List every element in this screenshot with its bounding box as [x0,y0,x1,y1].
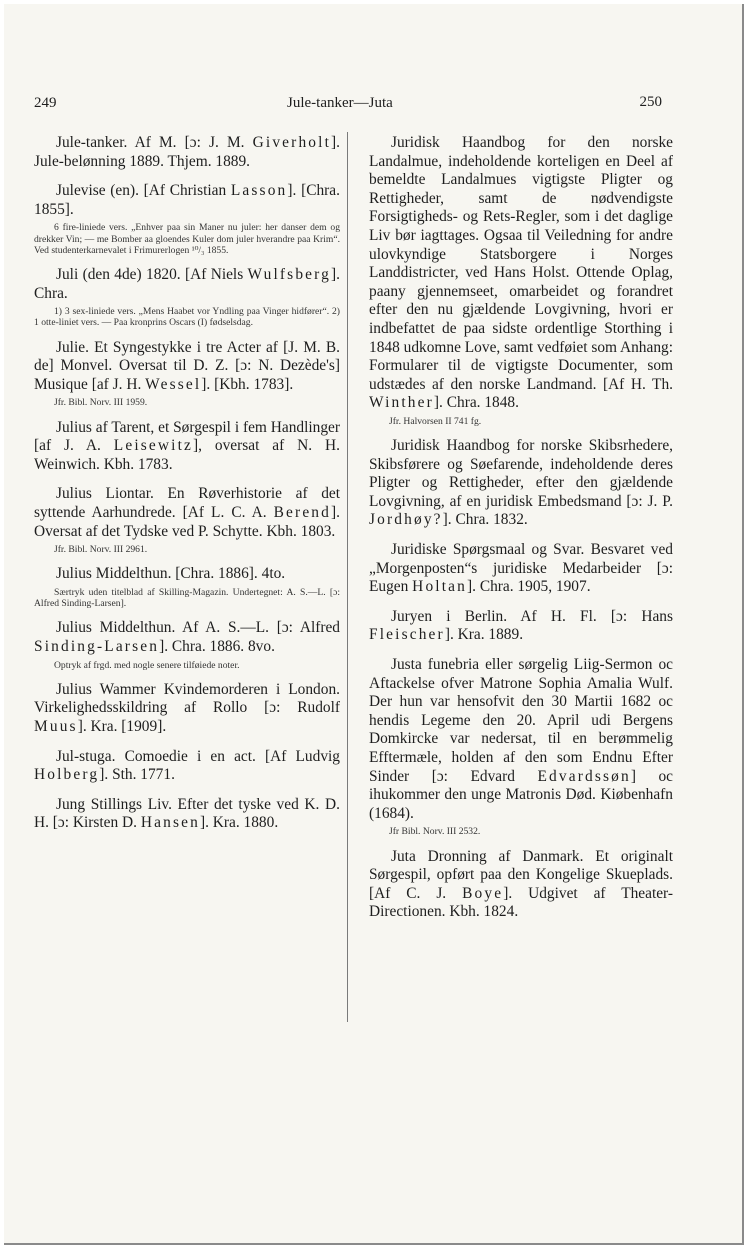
entry-text: ]. [Chra. 1855]. [34,182,340,218]
entry-text: Julius Middelthun. Af A. S.—L. [ɔ: Alfred [56,619,340,637]
catalog-entry [34,681,340,737]
catalog-entry [34,419,340,475]
catalog-entry [34,748,340,785]
catalog-entry [369,134,673,413]
author-name: Fleischer [369,626,445,644]
catalog-entry [34,796,340,833]
author-name: Leisewitz [113,437,194,455]
bibliographic-note: 6 fire-liniede vers. „Enhver paa sin Maner nu juler: her danser dem og drekker Vin; — me Bomber aa gloendes Kuler dom juler hverandre paa Krim“. Ved studenterkarnevalet i Frimurerlogen ¹⁰/₃ 1855. [34,222,340,256]
bibliographic-note: Jfr. Halvorsen II 741 fg. [389,415,482,427]
entry-text: ]. Kra. [1909]. [77,717,167,735]
author-name: Sinding-Larsen [34,637,160,655]
catalog-entry [369,656,673,823]
entry-text: ]. Chra. 1905, 1907. [467,578,591,596]
entry-text: ]. Kra. 1889. [444,626,524,644]
entry-text: ] oc ihukommer den unge Matronis Død. Kiøbenhafn (1684). [369,767,674,822]
entry-text: Juridiske Spørgsmaal og Svar. Besvaret ved „Morgenposten“s juridiske Medarbeider [ɔ: Eugen [369,541,673,596]
author-name: Winther [369,394,434,412]
author-name: Hansen [140,814,200,832]
catalog-entry [369,848,673,922]
catalog-entry [369,437,673,530]
entry-text: Juli (den 4de) 1820. [Af Niels [56,265,248,283]
author-name: Boye [462,884,504,902]
bibliographic-note: Optryk af frgd. med nogle senere tilføiede noter. [54,659,240,671]
left-column [34,134,340,844]
author-name: Giverholt [252,134,332,151]
left-page-number: 249 [34,95,57,111]
author-name: Wessel [145,375,202,393]
catalog-entry [34,134,340,171]
catalog-entry [34,565,340,584]
entry-text: ]. Oversat af det Tydske ved P. Schytte. Kbh. 1803. [34,503,340,540]
author-name: Wulfsberg [247,265,332,283]
author-name: Lasson [230,182,288,200]
entry-text: Justa funebria eller sørgelig Liig-Sermon oc Aftackelse ofver Matrone Sophia Amalia Wulf. Der hun var hensofvit den 30 Martii 1682 oc hendis Legeme den 20. April udi Bergens Domkircke var nedersat, til en berømmelig Efftermæle, holden af den som Endnu Efter Sinder [ɔ: Edvard [369,656,673,785]
column-divider [347,132,348,1022]
right-column [369,134,673,933]
entry-text: Juta Dronning af Danmark. Et originalt Sørgespil, opført paa den Kongelige Skueplads. [Af C. J. [369,847,673,902]
entry-text: Juridisk Haandbog for den norske Landalmue, indeholdende korteligen en Deel af bemeldte Landalmues vigtigste Pligter og Rettigheder, samt de nødvendigste Forsigtigheds- og Rets-Regler, som i det daglige Liv bør iagttages. Ogsaa til Veiledning for andre ulovkyndige Statsborgere i Norges Landdistricter, ved Hans Holst. Ottende Oplag, paany gjennemseet, omarbeidet og forandret efter den nu gjældende Lovgivning, hvori er indbefattet de paa sidste ordentlige Storthing i 1848 udkomne Love, samt vedføiet som Anhang: Formularer til de vigtigste Documenter, som udstædes af den norske Landmand. [Af H. Th. [369,134,673,393]
catalog-entry [369,541,673,597]
entry-text: Julevise (en). [Af Christian [56,182,231,200]
bibliographic-note: 1) 3 sex-liniede vers. „Mens Haabet vor Yndling paa Vinger hidfører“. 2) 1 otte-liniet vers. — Paa kronprins Oscars (I) fødselsdag. [34,306,340,329]
entry-text: ]. [Kbh. 1783]. [201,375,294,393]
entry-text: Julie. Et Syngestykke i tre Acter af [J. M. B. de] Monvel. Oversat til D. Z. [ɔ: N. Dezède's] Musique [af J. H. [34,338,340,393]
catalog-entry [34,182,340,219]
entry-text: Julius Liontar. En Røverhistorie af det syttende Aarhundrede. [Af L. C. A. [34,485,340,521]
entry-text: Julius af Tarent, et Sørgespil i fem Handlinger [af J. A. [34,418,340,455]
right-page-number: 250 [639,94,662,110]
catalog-entry [34,266,340,303]
entry-text: ]. Chra. 1848. [433,394,519,412]
running-header-title: Jule-tanker—Juta [287,95,393,111]
entry-text: Jung Stillings Liv. Efter det tyske ved K. D. H. [ɔ: Kirsten D. [34,795,340,832]
entry-text: Juryen i Berlin. Af H. Fl. [ɔ: Hans [391,607,673,625]
entry-text: Julius Middelthun. [Chra. 1886]. 4to. [56,565,286,583]
book-page [4,4,744,1245]
bibliographic-note: Jfr. Bibl. Norv. III 1959. [54,397,148,409]
entry-text: ]. Sth. 1771. [99,766,175,784]
entry-text: ]. Chra. [34,265,340,302]
catalog-entry [34,485,340,541]
entry-text: ]. Kra. 1880. [199,814,279,832]
entry-text: ]. Chra. 1832. [442,511,528,529]
catalog-entry [369,608,673,645]
entry-text: ]. Jule-belønning 1889. Thjem. 1889. [34,134,340,170]
catalog-entry [34,619,340,656]
entry-text: Julius Wammer Kvindemorderen i London. Virkelighedsskildring af Rollo [ɔ: Rudolf [34,680,340,717]
bibliographic-note: Jfr. Bibl. Norv. III 2961. [54,544,148,556]
author-name: Holtan [412,578,467,596]
bibliographic-note: Særtryk uden titelblad af Skilling-Magazin. Undertegnet: A. S.—L. [ɔ: Alfred Sinding-Larsen]. [34,586,340,610]
entry-text: ]. Chra. 1886. 8vo. [159,637,275,655]
entry-text: ], oversat af N. H. Weinwich. Kbh. 1783. [34,437,340,473]
author-name: Berend [273,503,332,521]
author-name: Edvardssøn [537,767,631,785]
author-name: Muus [34,717,78,735]
entry-text: ]. Udgivet af Theater-Directionen. Kbh. 1824. [369,884,673,921]
entry-text: Juridisk Haandbog for norske Skibsrhedere, Skibsførere og Søefarende, indeholdende deres Pligter og Rettigheder, efter den gjældende Lovgivning, af en juridisk Embedsmand [ɔ: J. P. [369,437,673,510]
entry-text: Jul-stuga. Comoedie i en act. [Af Ludvig [56,747,340,765]
author-name: Jordhøy? [369,511,443,529]
bibliographic-note: Jfr Bibl. Norv. III 2532. [389,826,481,838]
entry-text: Jule-tanker. Af M. [ɔ: J. M. [56,134,253,151]
author-name: Holberg [34,766,100,784]
catalog-entry [34,339,340,395]
